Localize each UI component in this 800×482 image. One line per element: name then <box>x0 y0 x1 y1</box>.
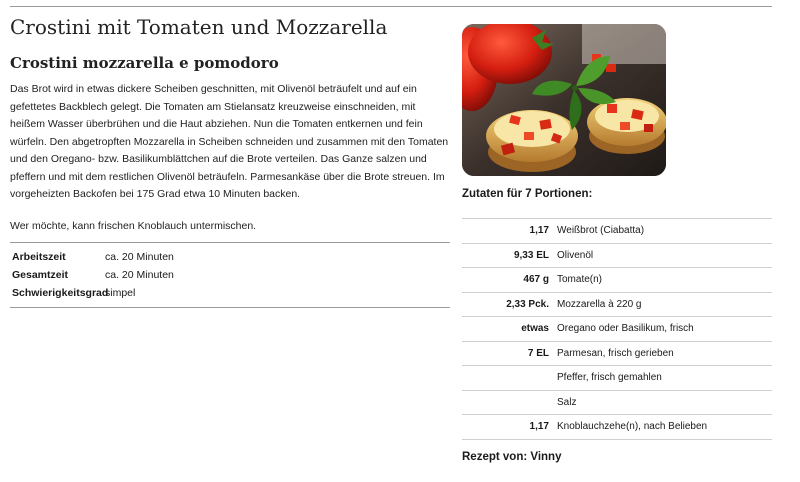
ingredient-row <box>462 293 772 318</box>
recipe-title: Crostini mit Tomaten und Mozzarella <box>10 15 388 39</box>
meta-value: ca. 20 Minuten <box>105 269 174 281</box>
ingredient-amount: etwas <box>521 323 549 335</box>
recipe-description: Das Brot wird in etwas dickere Scheiben geschnitten, mit Olivenöl beträufelt und auf ein gefettetes Backblech gelegt. Die Tomaten am Stielansatz kreuzweise einschneiden, mit heißem Wasser überbrühen und die Haut abziehen. Nun die Tomaten entkernen und fein würfeln. Den abgetropften Mozzarella in Scheiben schneiden und zusammen mit den Tomaten und den Oregano- bzw. Basilikumblättchen auf die Brote verteilen. Das Ganze salzen und pfeffern und mit dem restlichen Olivenöl beträufeln. Parmesankäse über die Brote streuen. Im vorgeheizten Backofen bei 175 Grad etwa 10 Minuten backen. <box>10 83 449 200</box>
ingredient-name: Knoblauchzehe(n), nach Belieben <box>557 421 708 433</box>
recipe-main <box>10 14 450 308</box>
meta-value: simpel <box>105 287 136 299</box>
ingredient-amount: 1,17 <box>529 421 549 433</box>
top-divider <box>10 6 772 7</box>
ingredient-amount: 9,33 EL <box>513 249 549 261</box>
ingredient-name: Pfeffer, frisch gemahlen <box>557 372 662 384</box>
ingredient-name: Oregano oder Basilikum, frisch <box>557 323 694 335</box>
ingredient-row <box>462 219 772 244</box>
ingredient-row <box>462 268 772 293</box>
ingredients-title: Zutaten für 7 Portionen: <box>462 188 593 200</box>
meta-key: Arbeitszeit <box>12 251 66 263</box>
ingredient-name: Salz <box>557 396 577 408</box>
meta-key: Schwierigkeitsgrad <box>12 287 109 299</box>
meta-key: Gesamtzeit <box>12 269 69 281</box>
ingredient-row <box>462 317 772 342</box>
ingredient-row <box>462 415 772 440</box>
ingredients-table <box>462 218 772 440</box>
ingredient-name: Mozzarella à 220 g <box>557 298 642 310</box>
ingredient-amount: 2,33 Pck. <box>506 298 549 310</box>
recipe-author: Rezept von: Vinny <box>462 450 562 463</box>
ingredient-name: Parmesan, frisch gerieben <box>557 347 674 359</box>
ingredient-name: Tomate(n) <box>557 274 603 286</box>
recipe-sidebar <box>462 24 772 465</box>
meta-value: ca. 20 Minuten <box>105 251 174 263</box>
ingredient-row <box>462 391 772 416</box>
meta-row-schwierigkeitsgrad <box>12 284 450 302</box>
ingredient-row <box>462 244 772 269</box>
ingredient-amount: 467 g <box>523 274 549 286</box>
ingredient-name: Olivenöl <box>557 249 594 261</box>
ingredient-amount: 7 EL <box>527 347 549 359</box>
recipe-subtitle: Crostini mozzarella e pomodoro <box>10 54 279 72</box>
ingredient-amount: 1,17 <box>529 225 549 237</box>
recipe-note: Wer möchte, kann frischen Knoblauch untermischen. <box>10 219 257 232</box>
recipe-meta-table <box>10 242 450 308</box>
meta-row-gesamtzeit <box>12 266 450 284</box>
recipe-photo[interactable] <box>462 24 666 176</box>
crostini-photo-illustration <box>462 24 666 176</box>
ingredient-row <box>462 342 772 367</box>
ingredient-name: Weißbrot (Ciabatta) <box>557 225 645 237</box>
ingredient-row <box>462 366 772 391</box>
meta-row-arbeitszeit <box>12 248 450 266</box>
